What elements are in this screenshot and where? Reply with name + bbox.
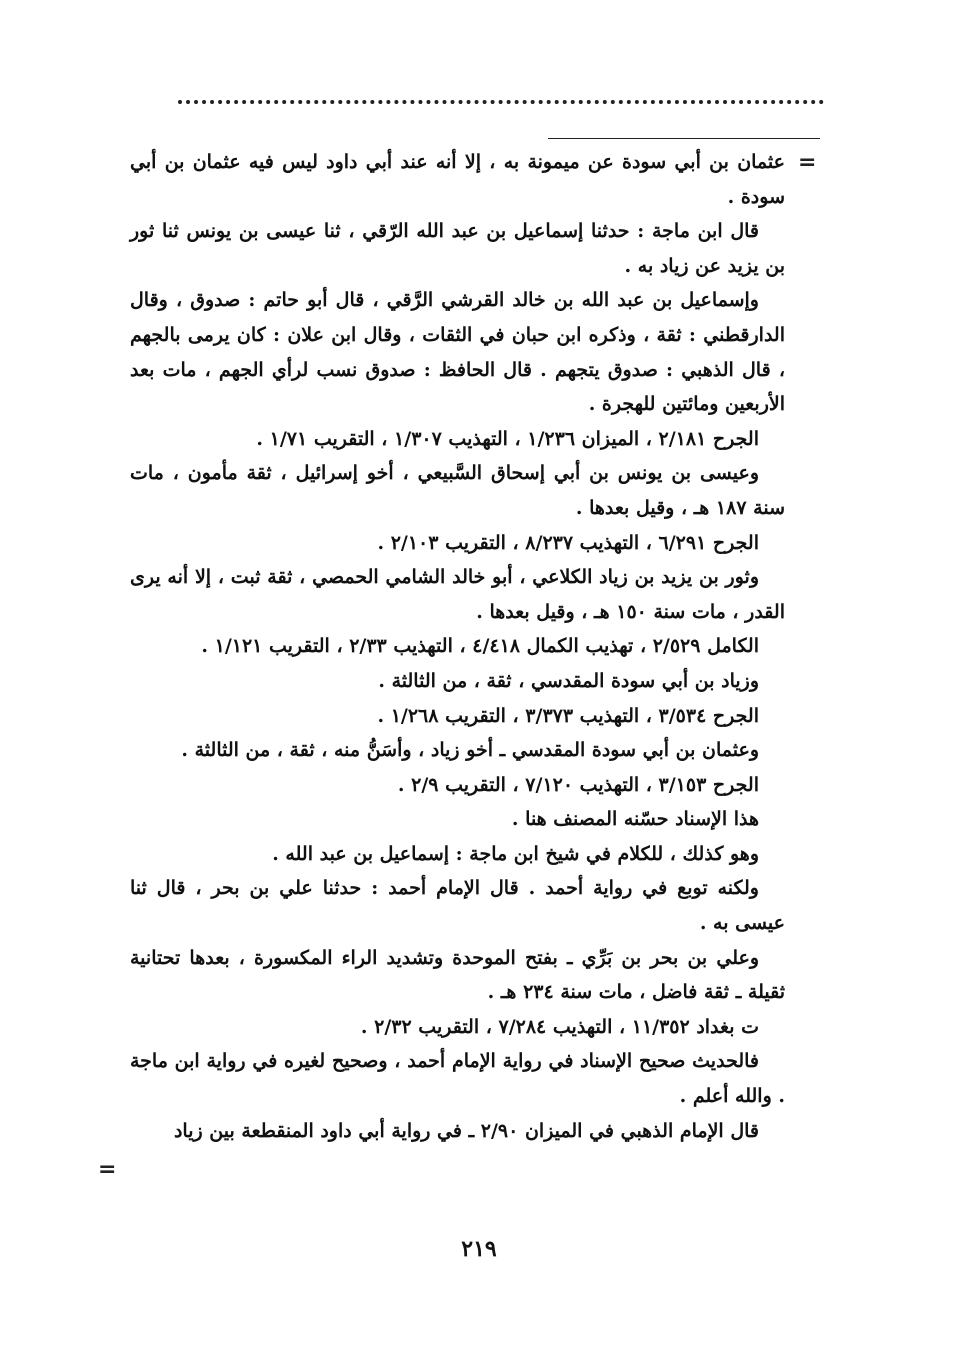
reference-line: الجرح ٣/١٥٣ ، التهذيب ٧/١٢٠ ، التقريب ٢/٩ . [397,773,759,796]
reference-line: ت بغداد ١١/٣٥٢ ، التهذيب ٧/٢٨٤ ، التقريب ٢/٣٢ . [360,1015,759,1038]
paragraph: وعثمان بن أبي سودة المقدسي ـ أخو زياد ، وأسَنُّ منه ، ثقة ، من الثالثة . [181,739,759,762]
paragraph: وهو كذلك ، للكلام في شيخ ابن ماجة : إسماعيل بن عبد الله . [272,842,759,865]
page-number: ٢١٩ [461,1236,497,1262]
paragraph: هذا الإسناد حسّنه المصنف هنا . [511,808,759,831]
paragraph: فالحديث صحيح الإسناد في رواية الإمام أحمد ، وصحيح لغيره في رواية ابن ماجة . والله أعلم . [130,1050,785,1108]
paragraph: قال الإمام الذهبي في الميزان ٢/٩٠ ـ في رواية أبي داود المنقطعة بين زياد [173,1119,759,1142]
reference-line: الجرح ٦/٢٩١ ، التهذيب ٨/٢٣٧ ، التقريب ٢/١٠٣ . [377,531,759,554]
paragraph: وعيسى بن يونس بن أبي إسحاق السَّبيعي ، أخو إسرائيل ، ثقة مأمون ، مات سنة ١٨٧ هـ ، وقيل بعدها . [130,462,785,519]
reference-line: الكامل ٢/٥٢٩ ، تهذيب الكمال ٤/٤١٨ ، التهذيب ٢/٣٣ ، التقريب ١/١٢١ . [201,635,759,658]
reference-line: الجرح ٢/١٨١ ، الميزان ١/٢٣٦ ، التهذيب ١/٣٠٧ ، التقريب ١/٧١ . [256,427,759,450]
paragraph: وإسماعيل بن عبد الله بن خالد القرشي الرَّقي ، قال أبو حاتم : صدوق ، وقال الدارقطني : ثقة ، وذكره ابن حبان في الثقات ، وقال ابن علان : كان يرمى بالجهم ، قال الذهبي : صدوق يتجهم . قال الحافظ : صدوق نسب لرأي الجهم ، مات بعد الأربعين ومائتين للهجرة . [130,289,785,416]
footnote-rule [548,138,820,139]
continuation-mark-bottom: = [98,1157,117,1182]
paragraph: قال ابن ماجة : حدثنا إسماعيل بن عبد الله الرّقي ، ثنا عيسى بن يونس ثنا ثور بن يزيد عن زياد به . [130,220,785,277]
paragraph: ولكنه توبع في رواية أحمد . قال الإمام أحمد : حدثنا علي بن بحر ، قال ثنا عيسى به . [130,877,785,935]
paragraph: وعلي بن بحر بن بَرِّي ـ بفتح الموحدة وتشديد الراء المكسورة ، بعدها تحتانية ثقيلة ـ ثقة فاضل ، مات سنة ٢٣٤ هـ . [130,946,785,1004]
page-body [130,145,785,1148]
paragraph: وثور بن يزيد بن زياد الكلاعي ، أبو خالد الشامي الحمصي ، ثقة ثبت ، إلا أنه يرى القدر ، مات سنة ١٥٠ هـ ، وقيل بعدها . [130,566,785,623]
dotted-separator [178,100,824,104]
paragraph: عثمان بن أبي سودة عن ميمونة به ، إلا أنه عند أبي داود ليس فيه عثمان بن أبي سودة . [130,151,785,208]
reference-line: الجرح ٣/٥٣٤ ، التهذيب ٣/٣٧٣ ، التقريب ١/٢٦٨ . [377,704,759,727]
continuation-mark-top: = [798,150,817,175]
paragraph: وزياد بن أبي سودة المقدسي ، ثقة ، من الثالثة . [378,669,759,692]
